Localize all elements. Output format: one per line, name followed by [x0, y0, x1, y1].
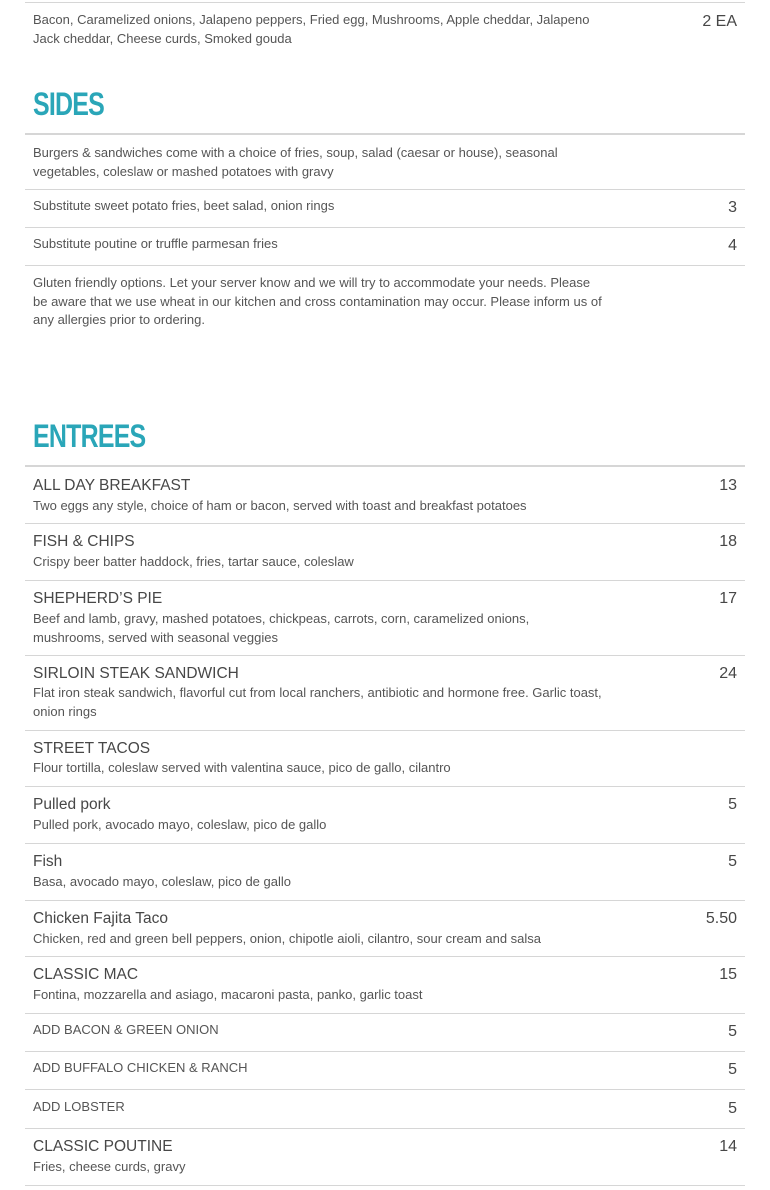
item-name: Chicken Fajita Taco	[33, 910, 168, 927]
entree-item	[25, 844, 745, 901]
item-price: 4	[728, 237, 737, 254]
section-heading-sides: SIDES	[33, 86, 105, 122]
side-item	[25, 228, 745, 266]
item-description: Flour tortilla, coleslaw served with valentina sauce, pico de gallo, cilantro	[33, 760, 451, 775]
entree-addon	[25, 1052, 745, 1090]
item-description: Fries, cheese curds, gravy	[33, 1159, 186, 1174]
item-description: Two eggs any style, choice of ham or bacon, served with toast and breakfast potatoes	[33, 498, 527, 513]
item-description: Substitute poutine or truffle parmesan fries	[33, 236, 278, 251]
item-description: Beef and lamb, gravy, mashed potatoes, chickpeas, carrots, corn, caramelized onions, mushrooms, served with seasonal veggies	[33, 611, 530, 645]
entree-item	[25, 581, 745, 656]
item-description: Pulled pork, avocado mayo, coleslaw, pico de gallo	[33, 817, 327, 832]
item-name: SHEPHERD’S PIE	[33, 590, 163, 607]
item-price: 14	[719, 1138, 737, 1155]
entree-item	[25, 787, 745, 844]
item-description: Burgers & sandwiches come with a choice of fries, soup, salad (caesar or house), seasonal vegetables, coleslaw or mashed potatoes with gravy	[33, 145, 558, 179]
entree-item	[25, 524, 745, 581]
item-name: Pulled pork	[33, 796, 111, 813]
item-name: STREET TACOS	[33, 740, 151, 757]
addon-description: ADD BACON & GREEN ONION	[33, 1022, 219, 1037]
entree-item	[25, 901, 745, 957]
item-price: 5	[728, 796, 737, 813]
item-description: Chicken, red and green bell peppers, onion, chipotle aioli, cilantro, sour cream and salsa	[33, 931, 542, 946]
item-name: CLASSIC POUTINE	[33, 1138, 173, 1155]
item-description: Bacon, Caramelized onions, Jalapeno peppers, Fried egg, Mushrooms, Apple cheddar, Jalapeno Jack cheddar, Cheese curds, Smoked gouda	[33, 12, 590, 46]
item-price: 5	[728, 1100, 737, 1117]
entree-item	[25, 731, 745, 787]
item-price: 17	[719, 590, 737, 607]
item-description: Gluten friendly options. Let your server know and we will try to accommodate your needs. Please be aware that we use wheat in our kitchen and cross contamination may occur. Please inform us of any allergies prior to ordering.	[33, 275, 602, 327]
item-price: 18	[719, 533, 737, 550]
item-price: 13	[719, 477, 737, 494]
item-price: 3	[728, 199, 737, 216]
item-description: Substitute sweet potato fries, beet salad, onion rings	[33, 198, 335, 213]
item-price: 5.50	[705, 910, 737, 927]
addon-description: ADD BUFFALO CHICKEN & RANCH	[33, 1060, 248, 1075]
item-price: 2 EA	[702, 13, 737, 30]
side-item	[25, 190, 745, 228]
item-name: SIRLOIN STEAK SANDWICH	[33, 665, 239, 682]
entree-addon	[25, 1014, 745, 1052]
entree-item	[25, 656, 745, 731]
section-heading-entrees: ENTREES	[33, 418, 146, 454]
item-name: FISH & CHIPS	[33, 533, 135, 550]
item-name: Fish	[33, 853, 63, 870]
entree-item	[25, 467, 745, 524]
item-description: Flat iron steak sandwich, flavorful cut from local ranchers, antibiotic and hormone free. Garlic toast, onion rings	[33, 685, 602, 719]
entree-item	[25, 1129, 745, 1186]
item-price: 24	[719, 665, 737, 682]
item-price: 15	[719, 966, 737, 983]
item-description: Fontina, mozzarella and asiago, macaroni pasta, panko, garlic toast	[33, 987, 423, 1002]
item-price: 5	[728, 1023, 737, 1040]
item-name: ALL DAY BREAKFAST	[33, 477, 191, 494]
item-name: CLASSIC MAC	[33, 966, 139, 983]
menu-item-toppings	[25, 3, 745, 63]
item-price: 5	[728, 853, 737, 870]
item-description: Crispy beer batter haddock, fries, tartar sauce, coleslaw	[33, 554, 354, 569]
item-description: Basa, avocado mayo, coleslaw, pico de gallo	[33, 874, 291, 889]
side-item-note	[25, 266, 745, 346]
item-price: 5	[728, 1061, 737, 1078]
entree-addon	[25, 1090, 745, 1129]
addon-description: ADD LOBSTER	[33, 1099, 125, 1114]
side-item	[25, 135, 745, 190]
entree-item	[25, 957, 745, 1014]
